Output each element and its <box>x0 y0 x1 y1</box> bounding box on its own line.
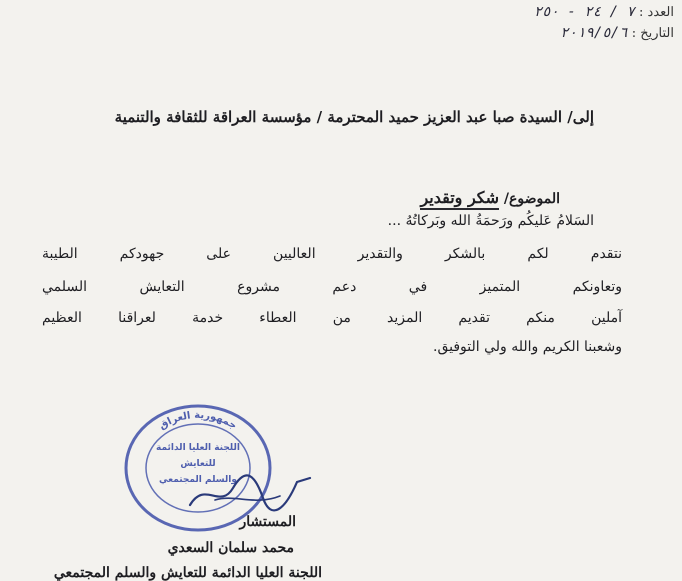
signatory-title: المستشار <box>239 514 296 530</box>
addressee: إلى/ السيدة صبا عبد العزيز حميد المحترمة / مؤسسة العراقة للثقافة والتنمية <box>114 108 594 126</box>
stamp-line-2: للتعايش <box>180 459 216 469</box>
handwritten-signature <box>185 470 315 515</box>
reference-number-value: ٧ / ٢٤ - ٢٥٠ <box>533 4 635 20</box>
signatory-organization: اللجنة العليا الدائمة للتعايش والسلم المجتمعي <box>53 565 322 581</box>
body-line-3: آملين منكم تقديم المزيد من العطاء خدمة لعراقنا العظيم <box>42 310 622 326</box>
svg-text:جمهورية العراق <box>157 410 238 432</box>
subject-value: شكر وتقدير <box>420 188 499 210</box>
reference-number-label: العدد : <box>639 5 674 20</box>
body-line-1: نتقدم لكم بالشكر والتقدير العاليين على جهودكم الطيبة <box>42 246 622 262</box>
subject-label: الموضوع/ <box>503 191 560 207</box>
date-value: ٢٠١٩/٥/٦ <box>560 25 628 41</box>
signatory-name: محمد سلمان السعدي <box>167 540 294 556</box>
greeting: السَلامُ عَليكُم ورَحمَةُ الله وبَركاتُهُ ... <box>387 213 594 229</box>
body-line-2: وتعاونكم المتميز في دعم مشروع التعايش السلمي <box>42 279 622 295</box>
body-line-4: وشعبنا الكريم والله ولي التوفيق. <box>433 339 622 355</box>
subject-line <box>420 188 560 207</box>
reference-number-row <box>534 4 674 20</box>
stamp-line-3: والسلم المجتمعي <box>159 475 237 485</box>
stamp-outer-text: جمهورية العراق <box>157 409 239 432</box>
stamp-line-1: اللجنة العليا الدائمة <box>156 443 240 453</box>
date-label: التاريخ : <box>631 26 674 41</box>
date-row <box>560 25 674 41</box>
